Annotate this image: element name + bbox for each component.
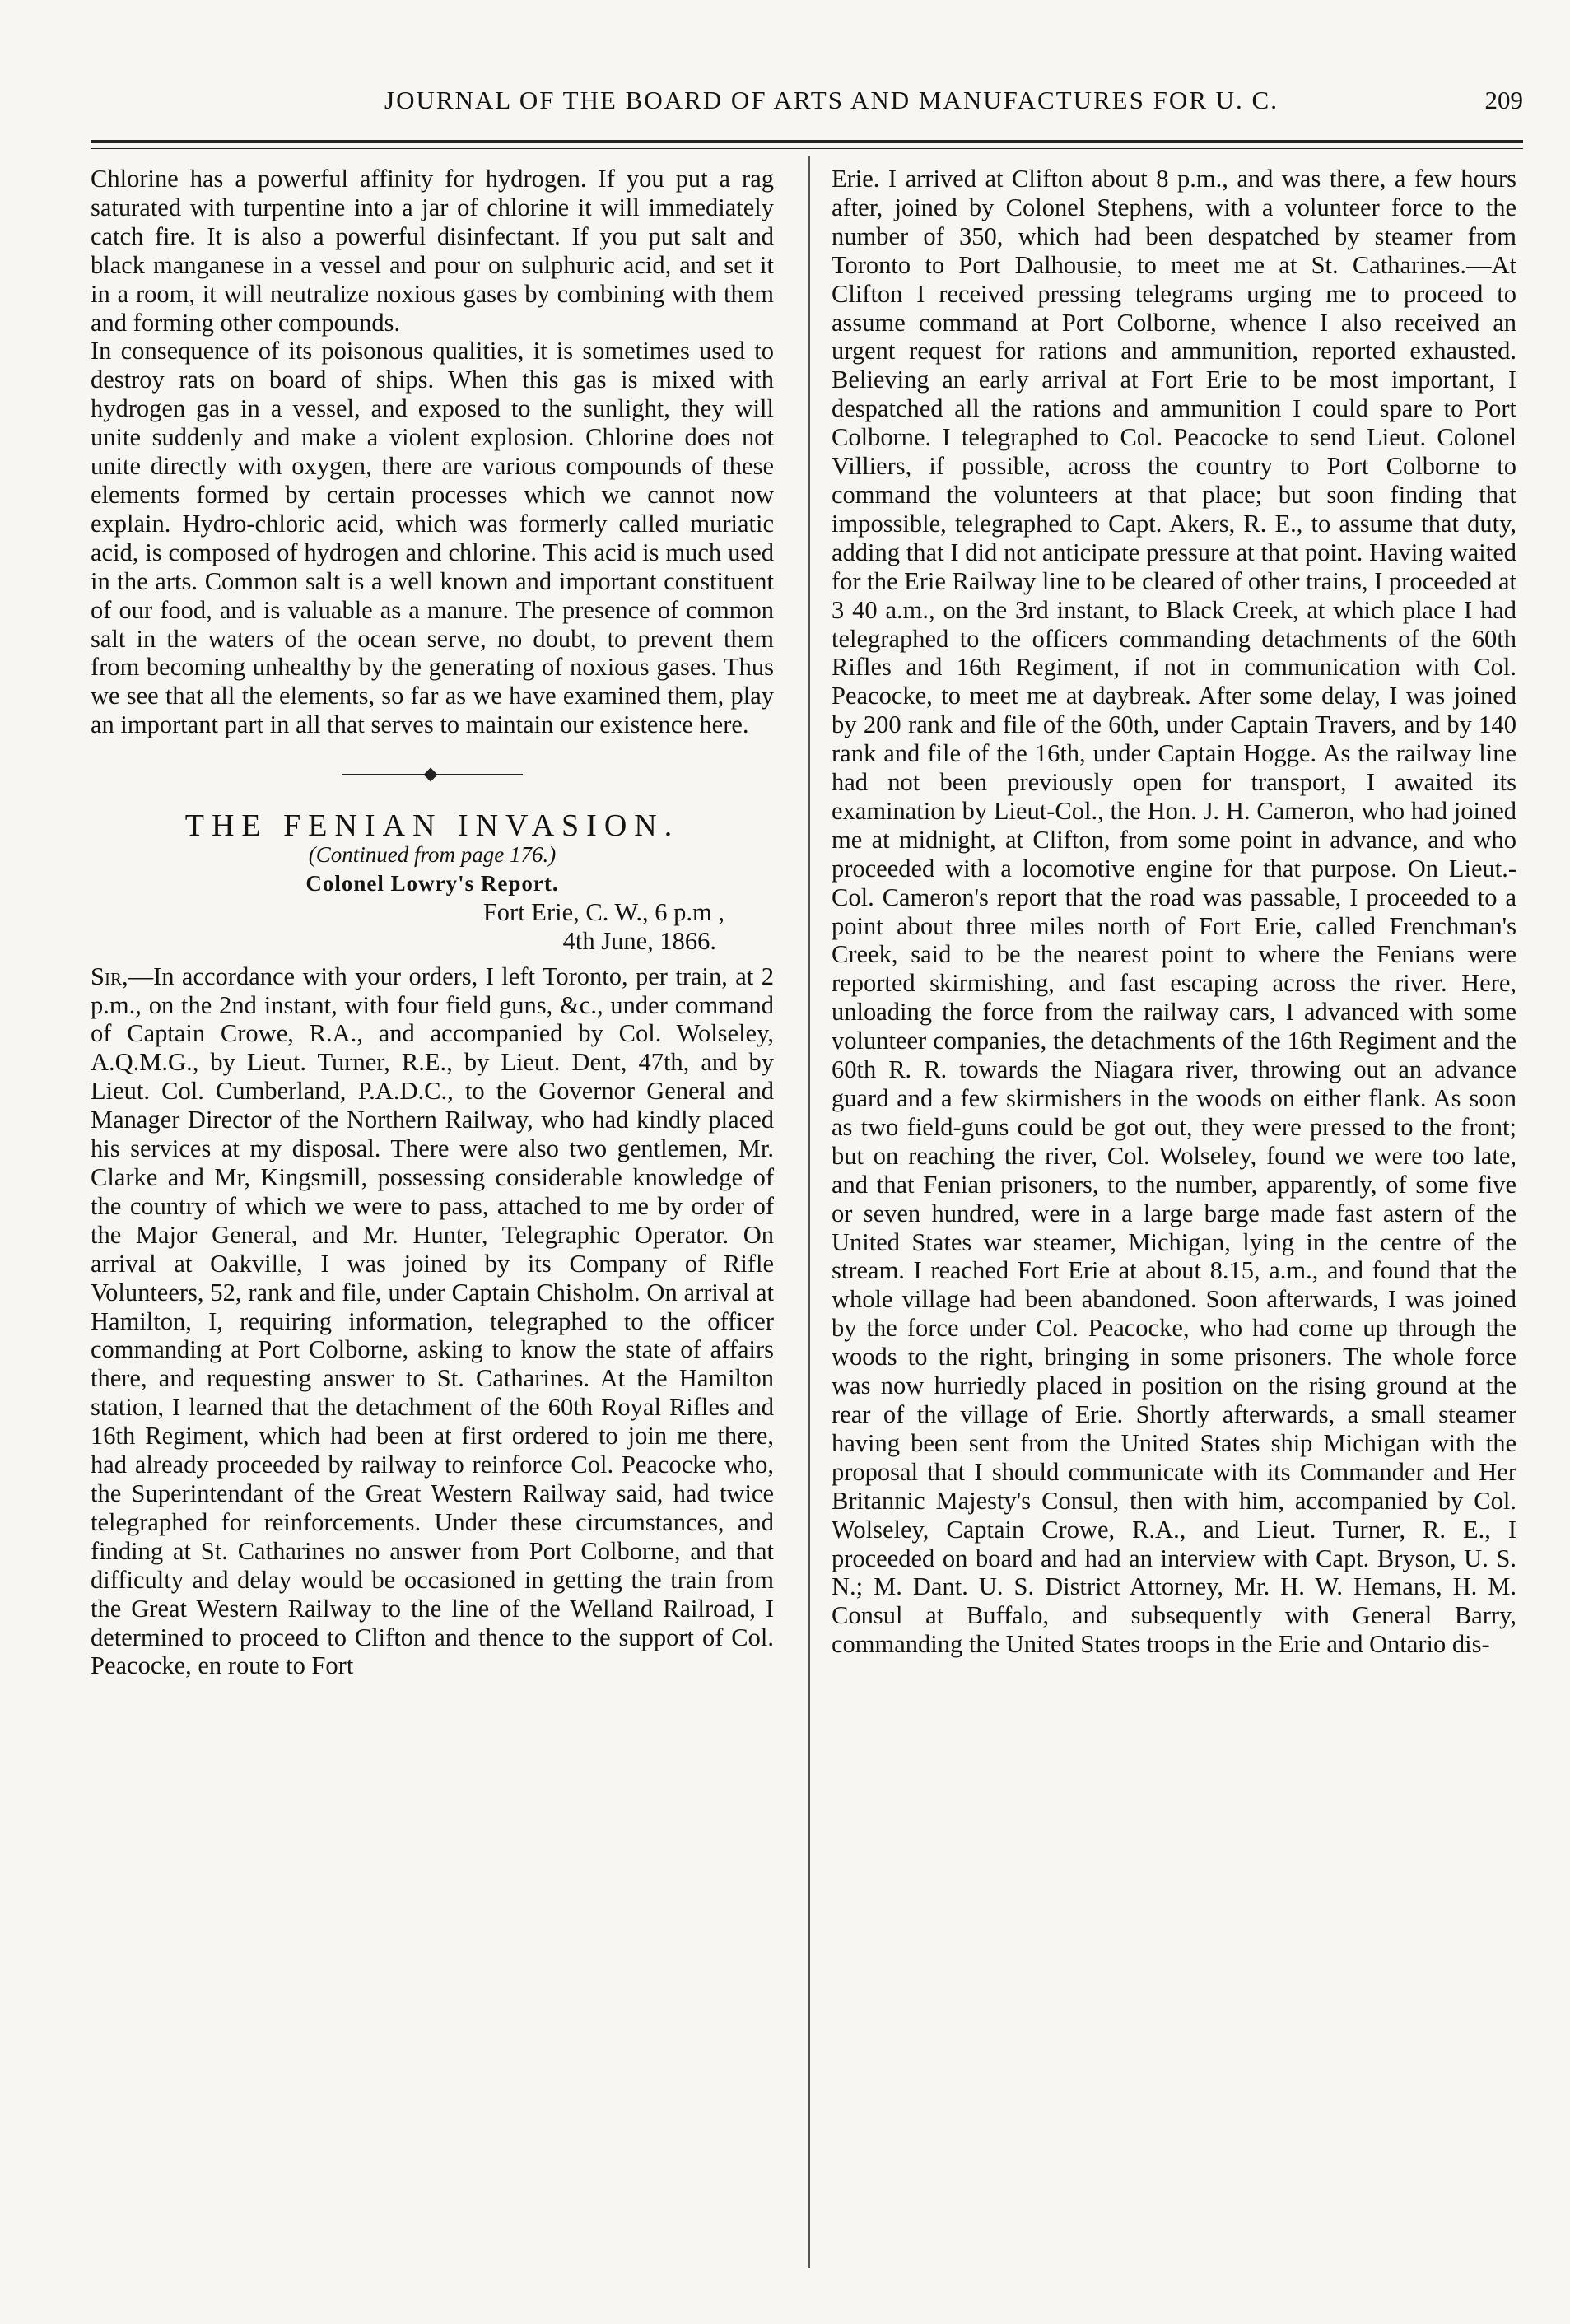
report-paragraph-1 bbox=[91, 962, 774, 1681]
report-paragraph-1-continued: Erie. I arrived at Clifton about 8 p.m., and was there, a few hours after, joined by Colonel Stephens, with a volunteer force to the number of 350, which had been despatched by steamer from Toronto to Port Dalhousie, to meet me at St. Catharines.—At Clifton I received pressing telegrams urging me to proceed to assume command at Port Colborne, whence I also received an urgent request for rations and ammunition, reported exhausted. Believing an early arrival at Fort Erie to be most important, I despatched all the rations and ammunition I could spare to Port Colborne. I telegraphed to Col. Peacocke to send Lieut. Colonel Villiers, if possible, across the country to Port Colborne to command the volunteers at that place; but soon finding that impossible, telegraphed to Capt. Akers, R. E., to assume that duty, adding that I did not anticipate pressure at that point. Having waited for the Erie Railway line to be cleared of other trains, I proceeded at 3 40 a.m., on the 3rd instant, to Black Creek, at which place I had telegraphed to the officers commanding detachments of the 60th Rifles and 16th Regiment, if not in communication with Col. Peacocke, to meet me at daybreak. After some delay, I was joined by 200 rank and file of the 60th, under Captain Travers, and by 140 rank and file of the 16th, under Captain Hogge. As the railway line had not been previously open for transport, I awaited its examination by Lieut-Col., the Hon. J. H. Cameron, who had joined me at midnight, at Clifton, from some point in advance, and who proceeded with a locomotive engine for that purpose. On Lieut.-Col. Cameron's report that the road was passable, I proceeded to a point about three miles north of Fort Erie, called Frenchman's Creek, said to be the nearest point to where the Fenians were reported skirmishing, and fast escaping across the river. Here, unloading the force from the railway cars, I advanced with some volunteer companies, the detachments of the 16th Regiment and the 60th R. R. towards the Niagara river, throwing out an advance guard and a few skirmishers in the woods on either flank. As soon as two field-guns could be got out, they were pressed to the front; but on reaching the river, Col. Wolseley, found we were too late, and that Fenian prisoners, to the number, apparently, of some five or seven hundred, were in a large barge made fast astern of the United States war steamer, Michigan, lying in the centre of the stream. I reached Fort Erie at about 8.15, a.m., and found that the whole village had been abandoned. Soon afterwards, I was joined by the force under Col. Peacocke, who had come up through the woods to the right, bringing in some prisoners. The whole force was now hurriedly placed in position on the rising ground at the rear of the village of Erie. Shortly afterwards, a small steamer having been sent from the United States ship Michigan with the proposal that I should communicate with its Commander and Her Britannic Majesty's Consul, then with him, accompanied by Col. Wolseley, Captain Crowe, R.A., and Lieut. Turner, R. E., I proceeded on board and had an interview with Capt. Bryson, U. S. N.; M. Dant. U. S. District Attorney, Mr. H. W. Hemans, H. M. Consul at Buffalo, and subsequently with General Barry, commanding the United States troops in the Erie and Ontario dis- bbox=[832, 165, 1516, 1659]
header-rule-thick bbox=[91, 140, 1523, 143]
report-paragraph-1-text: —In accordance with your orders, I left Toronto, per train, at 2 p.m., on the 2nd instant, with four field guns, &c., under command of Captain Crowe, R.A., and accompanied by Col. Wolseley, A.Q.M.G., by Lieut. Turner, R.E., by Lieut. Dent, 47th, and by Lieut. Col. Cumberland, P.A.D.C., to the Governor General and Manager Director of the Northern Railway, who had kindly placed his services at my disposal. There were also two gentlemen, Mr. Clarke and Mr, Kingsmill, possessing considerable knowledge of the country of which we were to pass, attached to me by order of the Major General, and Mr. Hunter, Telegraphic Operator. On arrival at Oakville, I was joined by its Company of Rifle Volunteers, 52, rank and file, under Captain Chisholm. On arrival at Hamilton, I, requiring information, telegraphed to the officer commanding at Port Colborne, asking to know the state of affairs there, and requesting answer to St. Catharines. At the Hamilton station, I learned that the detachment of the 60th Royal Rifles and 16th Regiment, which had been at first ordered to join me there, had already proceeded by railway to reinforce Col. Peacocke who, the Superintendant of the Great Western Railway said, had twice telegraphed for reinforcements. Under these circumstances, and finding at St. Catharines no answer from Port Colborne, and that difficulty and delay would be occasioned in getting the train from the Great Western Railway to the line of the Welland Railroad, I determined to proceed to Clifton and thence to the support of Col. Peacocke, en route to Fort bbox=[91, 962, 774, 1680]
right-column bbox=[832, 165, 1516, 1659]
continued-note: (Continued from page 176.) bbox=[308, 842, 557, 868]
left-column bbox=[91, 165, 774, 1680]
running-title: JOURNAL OF THE BOARD OF ARTS AND MANUFACTURES FOR U. C. bbox=[384, 86, 1279, 114]
dateline-date: 4th June, 1866. bbox=[562, 926, 716, 955]
dateline-place: Fort Erie, C. W., 6 p.m , bbox=[482, 897, 724, 926]
section-ornament bbox=[342, 769, 523, 780]
report-subhead: Colonel Lowry's Report. bbox=[305, 870, 559, 896]
salutation: Sir, bbox=[91, 962, 128, 990]
page-number: 209 bbox=[1484, 86, 1523, 114]
chlorine-paragraph-1: Chlorine has a powerful affinity for hydrogen. If you put a rag saturated with turpentine into a jar of chlorine it will immediately catch fire. It is also a powerful disinfectant. If you put salt and black manganese in a vessel and pour on sulphuric acid, and set it in a room, it will neutralize noxious gases by combining with them and forming other compounds. bbox=[91, 165, 774, 337]
section-title: THE FENIAN INVASION. bbox=[184, 808, 680, 844]
column-divider bbox=[808, 156, 810, 2268]
page-header bbox=[91, 86, 1523, 127]
header-rule-thin bbox=[91, 148, 1523, 149]
chlorine-paragraph-2: In consequence of its poisonous qualities, it is sometimes used to destroy rats on board of ships. When this gas is mixed with hydrogen gas in a vessel, and exposed to the sunlight, they will unite suddenly and make a violent explosion. Chlorine does not unite directly with oxygen, there are various compounds of these elements formed by certain processes which we cannot now explain. Hydro-chloric acid, which was formerly called muriatic acid, is composed of hydrogen and chlorine. This acid is much used in the arts. Common salt is a well known and important constituent of our food, and is valuable as a manure. The presence of common salt in the waters of the ocean serve, no doubt, to prevent them from becoming unhealthy by the generating of noxious gases. Thus we see that all the elements, so far as we have examined them, play an important part in all that serves to maintain our existence here. bbox=[91, 337, 774, 739]
